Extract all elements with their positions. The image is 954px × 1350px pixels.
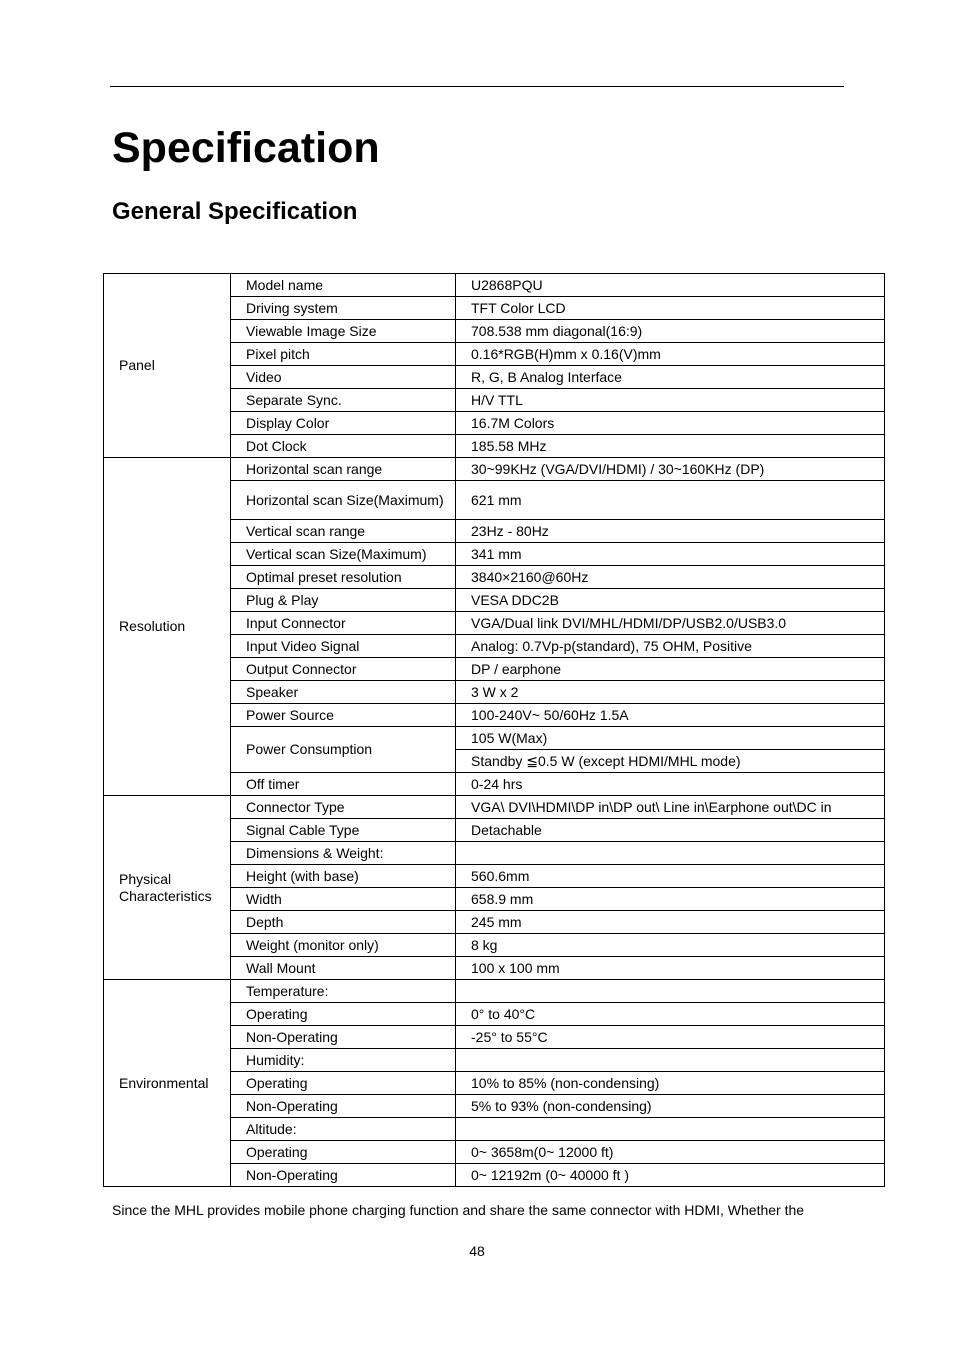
spec-label: Horizontal scan range xyxy=(231,458,456,481)
spec-value: 341 mm xyxy=(456,543,885,566)
spec-value: H/V TTL xyxy=(456,389,885,412)
spec-value: 3840×2160@60Hz xyxy=(456,566,885,589)
spec-value: 8 kg xyxy=(456,934,885,957)
spec-value: -25° to 55°C xyxy=(456,1026,885,1049)
spec-value: 658.9 mm xyxy=(456,888,885,911)
spec-label: Vertical scan range xyxy=(231,520,456,543)
spec-label: Dimensions & Weight: xyxy=(231,842,456,865)
spec-label: Non-Operating xyxy=(231,1026,456,1049)
spec-value: 185.58 MHz xyxy=(456,435,885,458)
spec-label: Separate Sync. xyxy=(231,389,456,412)
spec-label: Input Connector xyxy=(231,612,456,635)
page-number: 48 xyxy=(469,1243,485,1259)
spec-value: 10% to 85% (non-condensing) xyxy=(456,1072,885,1095)
spec-label: Driving system xyxy=(231,297,456,320)
spec-label: Dot Clock xyxy=(231,435,456,458)
spec-value: U2868PQU xyxy=(456,274,885,297)
spec-label: Weight (monitor only) xyxy=(231,934,456,957)
table-row xyxy=(104,274,885,297)
spec-value: 0.16*RGB(H)mm x 0.16(V)mm xyxy=(456,343,885,366)
group-label: Panel xyxy=(104,274,231,458)
group-label: Resolution xyxy=(104,458,231,796)
spec-label: Pixel pitch xyxy=(231,343,456,366)
spec-label: Connector Type xyxy=(231,796,456,819)
section-title: General Specification xyxy=(112,198,358,225)
spec-table xyxy=(103,273,885,1187)
spec-value: R, G, B Analog Interface xyxy=(456,366,885,389)
group-label: Physical Characteristics xyxy=(104,796,231,980)
spec-value xyxy=(456,1118,885,1141)
spec-value: TFT Color LCD xyxy=(456,297,885,320)
spec-label: Wall Mount xyxy=(231,957,456,980)
spec-label: Depth xyxy=(231,911,456,934)
page-title: Specification xyxy=(112,124,380,172)
spec-value xyxy=(456,980,885,1003)
spec-label: Operating xyxy=(231,1141,456,1164)
table-row xyxy=(104,796,885,819)
spec-value: 621 mm xyxy=(456,481,885,520)
spec-label: Display Color xyxy=(231,412,456,435)
spec-label: Non-Operating xyxy=(231,1164,456,1187)
spec-value: 560.6mm xyxy=(456,865,885,888)
spec-value: VESA DDC2B xyxy=(456,589,885,612)
spec-label: Height (with base) xyxy=(231,865,456,888)
spec-label: Plug & Play xyxy=(231,589,456,612)
spec-label: Humidity: xyxy=(231,1049,456,1072)
spec-value: 0-24 hrs xyxy=(456,773,885,796)
spec-value: Standby ≦0.5 W (except HDMI/MHL mode) xyxy=(456,750,885,773)
table-row xyxy=(104,980,885,1003)
spec-value: 100 x 100 mm xyxy=(456,957,885,980)
spec-value: 16.7M Colors xyxy=(456,412,885,435)
spec-value: 5% to 93% (non-condensing) xyxy=(456,1095,885,1118)
spec-value: 30~99KHz (VGA/DVI/HDMI) / 30~160KHz (DP) xyxy=(456,458,885,481)
spec-label: Optimal preset resolution xyxy=(231,566,456,589)
spec-label: Width xyxy=(231,888,456,911)
spec-value: 708.538 mm diagonal(16:9) xyxy=(456,320,885,343)
spec-label: Power Consumption xyxy=(231,727,456,773)
spec-value: 100-240V~ 50/60Hz 1.5A xyxy=(456,704,885,727)
top-divider xyxy=(110,86,844,87)
table-row xyxy=(104,458,885,481)
spec-value: 0~ 12192m (0~ 40000 ft ) xyxy=(456,1164,885,1187)
spec-label: Output Connector xyxy=(231,658,456,681)
spec-label: Operating xyxy=(231,1003,456,1026)
footnote: Since the MHL provides mobile phone charging function and share the same connector with HDMI, Whether the xyxy=(112,1202,805,1218)
spec-value: 0° to 40°C xyxy=(456,1003,885,1026)
spec-value: 0~ 3658m(0~ 12000 ft) xyxy=(456,1141,885,1164)
spec-label: Model name xyxy=(231,274,456,297)
spec-value: VGA\ DVI\HDMI\DP in\DP out\ Line in\Earphone out\DC in xyxy=(456,796,885,819)
spec-label: Video xyxy=(231,366,456,389)
spec-label: Horizontal scan Size(Maximum) xyxy=(231,481,456,520)
spec-value: 3 W x 2 xyxy=(456,681,885,704)
spec-value: Detachable xyxy=(456,819,885,842)
spec-value: Analog: 0.7Vp-p(standard), 75 OHM, Positive xyxy=(456,635,885,658)
spec-label: Operating xyxy=(231,1072,456,1095)
spec-label: Power Source xyxy=(231,704,456,727)
spec-value xyxy=(456,1049,885,1072)
spec-value: 245 mm xyxy=(456,911,885,934)
spec-value xyxy=(456,842,885,865)
spec-value: 23Hz - 80Hz xyxy=(456,520,885,543)
spec-label: Vertical scan Size(Maximum) xyxy=(231,543,456,566)
spec-value: 105 W(Max) xyxy=(456,727,885,750)
spec-value: DP / earphone xyxy=(456,658,885,681)
spec-label: Non-Operating xyxy=(231,1095,456,1118)
spec-label: Signal Cable Type xyxy=(231,819,456,842)
spec-label: Speaker xyxy=(231,681,456,704)
spec-value: VGA/Dual link DVI/MHL/HDMI/DP/USB2.0/USB3.0 xyxy=(456,612,885,635)
spec-table-body xyxy=(104,274,885,1187)
group-label: Environmental xyxy=(104,980,231,1187)
spec-label: Temperature: xyxy=(231,980,456,1003)
spec-label: Altitude: xyxy=(231,1118,456,1141)
spec-label: Off timer xyxy=(231,773,456,796)
spec-label: Viewable Image Size xyxy=(231,320,456,343)
spec-label: Input Video Signal xyxy=(231,635,456,658)
